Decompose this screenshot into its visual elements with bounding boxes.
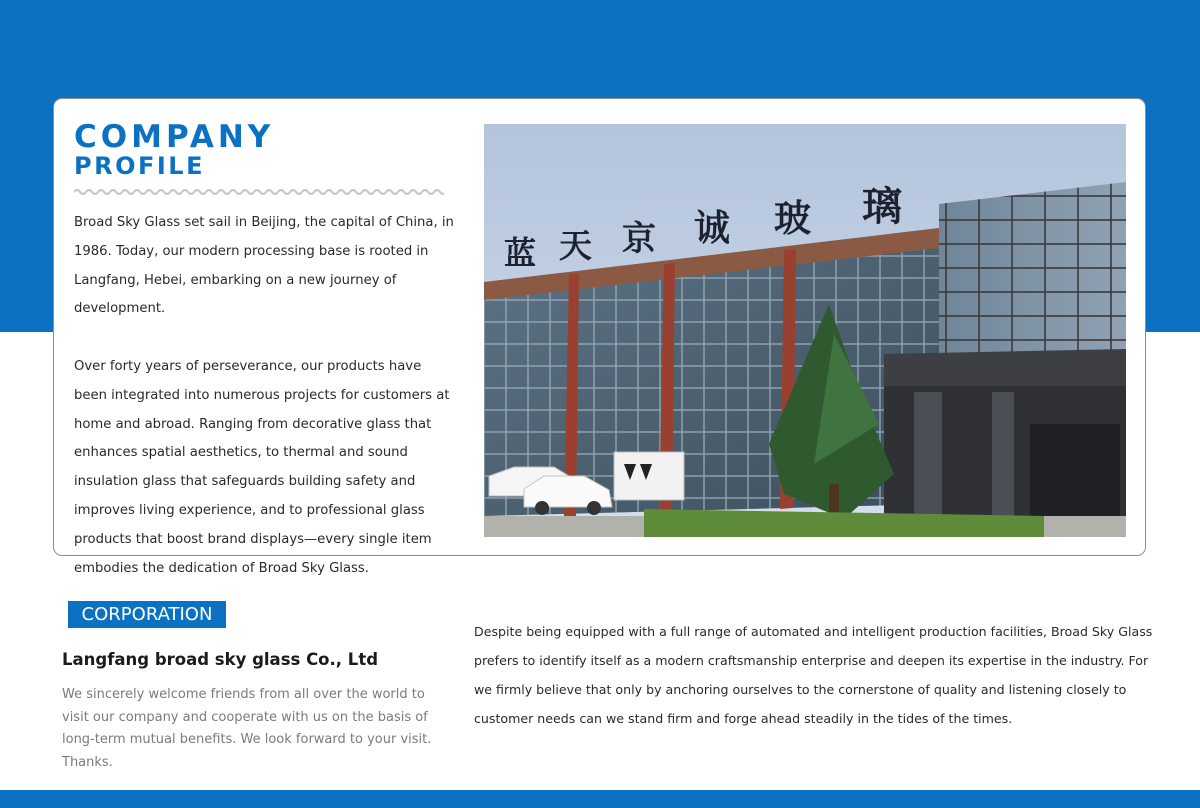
heading-profile: PROFILE — [74, 152, 205, 180]
sign-char-4: 诚 — [694, 207, 731, 249]
profile-paragraph-products: Over forty years of perseverance, our products have been integrated into numerous projects for customers at home and abroad. Ranging from decorative glass that enhances spatial aesthetics, to thermal and sound insulation glass that safeguards building safety and improves living experience, and to professional glass products that boost brand displays—every single item embodies the dedication of Broad Sky Glass. — [74, 358, 450, 576]
sign-char-3: 京 — [622, 219, 656, 259]
wave-divider — [74, 188, 444, 196]
sign-char-6: 璃 — [862, 183, 902, 230]
building-photo — [484, 124, 1126, 537]
sign-char-5: 玻 — [774, 196, 811, 240]
profile-text — [74, 209, 454, 583]
craftsmanship-text: Despite being equipped with a full range of automated and intelligent production facilities, Broad Sky Glass prefers to identify itself as a modern craftsmanship enterprise and deepen its expertise in the industry. For we firmly believe that only by anchoring ourselves to the cornerstone of quality and listening closely to customer needs can we stand firm and forge ahead steadily in the tides of the times. — [474, 624, 1153, 726]
welcome-text: We sincerely welcome friends from all over the world to visit our company and cooperate with us on the basis of long-term mutual benefits. We look forward to your visit. Thanks. — [62, 687, 432, 770]
sign-char-1: 蓝 — [504, 234, 537, 272]
company-profile-card — [53, 98, 1146, 576]
sign-char-2: 天 — [559, 226, 592, 265]
company-name: Langfang broad sky glass Co., Ltd — [62, 650, 379, 669]
corporation-badge: CORPORATION — [68, 601, 226, 628]
profile-paragraph-history: Broad Sky Glass set sail in Beijing, the capital of China, in 1986. Today, our modern processing base is rooted in Langfang, Hebei, embarking on a new journey of development. — [74, 215, 454, 317]
bottom-blue-band — [0, 790, 1200, 808]
heading-company: COMPANY — [74, 119, 275, 155]
building-photo-illustration — [484, 124, 1126, 537]
